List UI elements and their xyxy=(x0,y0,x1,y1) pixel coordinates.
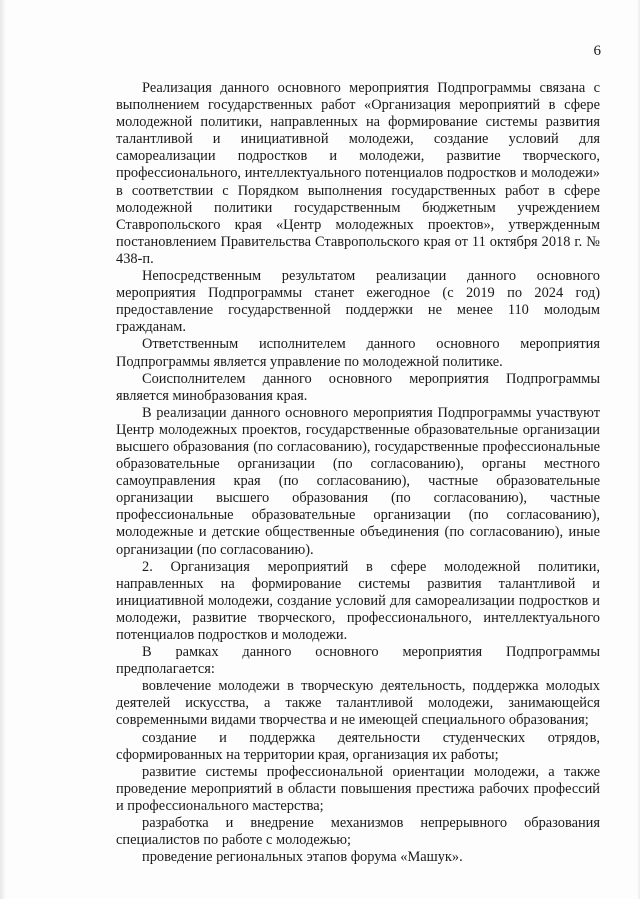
list-item: разработка и внедрение механизмов непрерывного образования специалистов по работе с молодежью; xyxy=(116,815,600,849)
paragraph-section-2: 2. Организация мероприятий в сфере молодежной политики, направленных на формирование системы развития талантливой и инициативной молодежи, создание условий для самореализации подростков и молодежи, развитие творческого, профессионального, интеллектуального потенциалов подростков и молодежи. xyxy=(116,558,600,643)
list-item: вовлечение молодежи в творческую деятельность, поддержка молодых деятелей искусства, а также талантливой молодежи, занимающейся современными видами творчества и не имеющей специального образования; xyxy=(116,678,600,729)
list-item: развитие системы профессиональной ориентации молодежи, а также проведение мероприятий в области повышения престижа рабочих профессий и профессионального мастерства; xyxy=(116,763,600,814)
paragraph-result: Непосредственным результатом реализации данного основного мероприятия Подпрограммы станет ежегодное (с 2019 по 2024 год) предоставление государственной поддержки не менее 110 молодым гражданам. xyxy=(116,268,600,336)
page-number: 6 xyxy=(593,43,601,59)
document-body xyxy=(116,80,600,866)
paragraph-participants: В реализации данного основного мероприятия Подпрограммы участвуют Центр молодежных проектов, государственные образовательные организации высшего образования (по согласованию), государственные профессиональные образовательные организации (по согласованию), органы местного самоуправления края (по согласованию), частные образовательные организации высшего образования (по согласованию), частные профессиональные образовательные организации (по согласованию), молодежные и детские общественные объединения (по согласованию), иные организации (по согласованию). xyxy=(116,404,600,558)
list-item: проведение региональных этапов форума «Машук». xyxy=(142,849,463,866)
scan-left-edge xyxy=(0,0,6,899)
list-item: создание и поддержка деятельности студенческих отрядов, сформированных на территории края, организация их работы; xyxy=(116,729,600,763)
paragraph-implementation: Реализация данного основного мероприятия Подпрограммы связана с выполнением государственных работ «Организация мероприятий в сфере молодежной политики, направленных на формирование системы развития талантливой и инициативной молодежи, создание условий для самореализации подростков и молодежи, развитие творческого, профессионального, интеллектуального потенциалов подростков и молодежи» в соответствии с Порядком выполнения государственных работ в сфере молодежной политики государственным бюджетным учреждением Ставропольского края «Центр молодежных проектов», утвержденным постановлением Правительства Ставропольского края от 11 октября 2018 г. № 438-п. xyxy=(116,80,600,267)
paragraph-responsible-executor: Ответственным исполнителем данного основного мероприятия Подпрограммы является управление по молодежной политике. xyxy=(116,336,600,370)
paragraph-co-executor: Соисполнителем данного основного мероприятия Подпрограммы является минобразования края. xyxy=(116,370,600,404)
paragraph-intro-list: В рамках данного основного мероприятия Подпрограммы предполагается: xyxy=(116,644,600,678)
